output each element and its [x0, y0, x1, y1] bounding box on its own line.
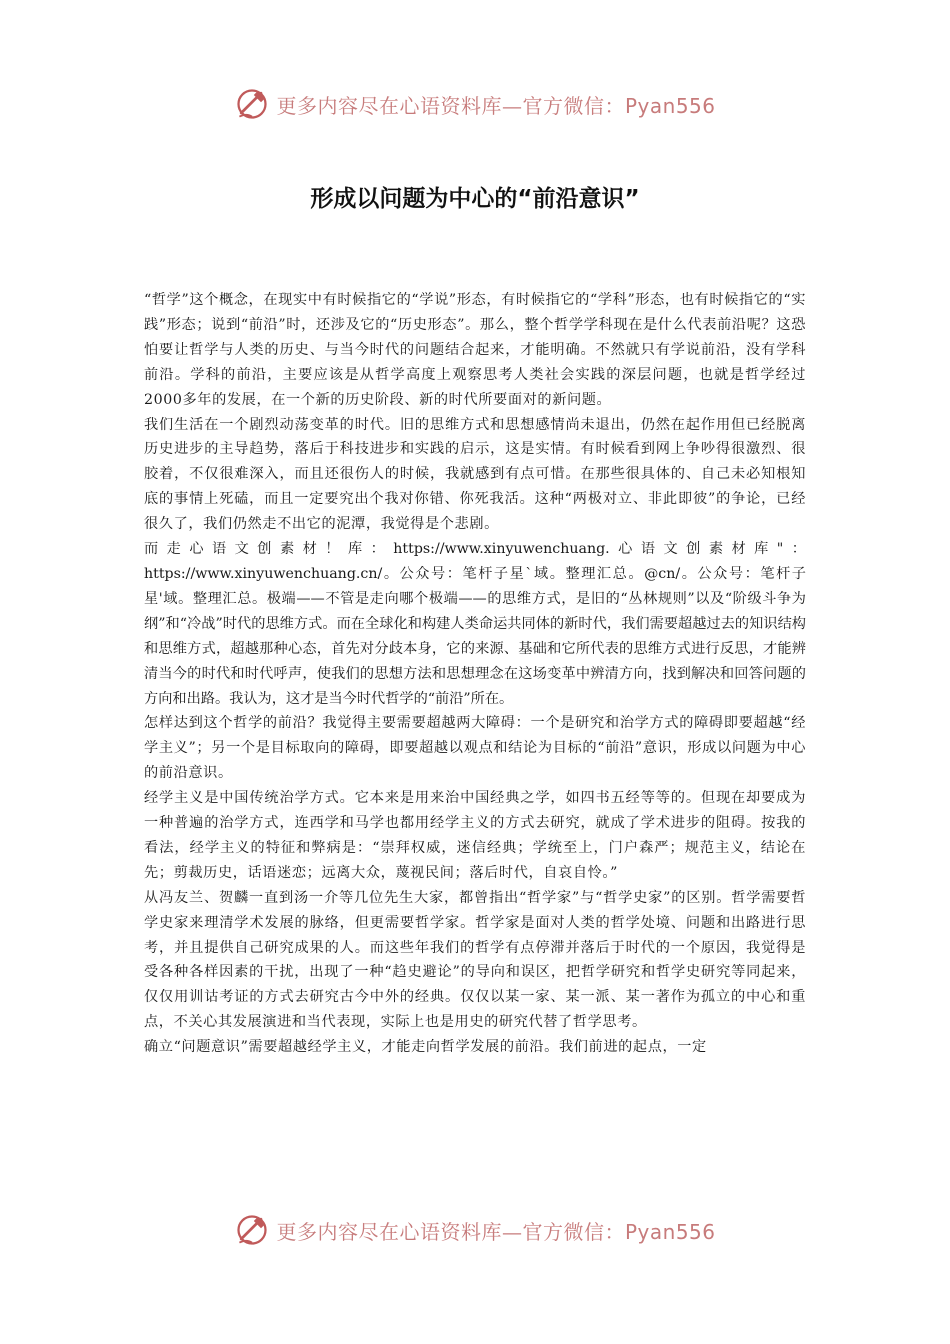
- watermark-text: [276, 1216, 715, 1245]
- footer-watermark-banner: [0, 1208, 950, 1252]
- pen-logo-icon: [234, 1212, 270, 1248]
- wechat-id: Pyan556: [624, 93, 716, 118]
- article-title: 形成以问题为中心的“前沿意识”: [310, 186, 640, 212]
- paragraph-4: 怎样达到这个哲学的前沿？我觉得主要需要超越两大障碍：一个是研究和治学方式的障碍即要超越“经学主义”；另一个是目标取向的障碍，即要超越以观点和结论为目标的“前沿”意识，形成以问题为中心的前沿意识。: [144, 715, 806, 782]
- paragraph-1: “哲学”这个概念，在现实中有时候指它的“学说”形态，有时候指它的“学科”形态，也有时候指它的“实践”形态；说到“前沿”时，还涉及它的“历史形态”。那么，整个哲学学科现在是什么代表前沿呢？这恐怕要让哲学与人类的历史、与当今时代的问题结合起来，才能明确。不然就只有学说前沿，没有学科前沿。学科的前沿，主要应该是从哲学高度上观察思考人类社会实践的深层问题，也就是哲学经过2000多年的发展，在一个新的历史阶段、新的时代所要面对的新问题。: [144, 292, 806, 408]
- paragraph-2: 我们生活在一个剧烈动荡变革的时代。旧的思维方式和思想感情尚未退出，仍然在起作用但已经脱离历史进步的主导趋势，落后于科技进步和实践的启示，这是实情。有时候看到网上争吵得很激烈、很胶着，不仅很难深入，而且还很伤人的时候，我就感到有点可惜。在那些很具体的、自己未必知根知底的事情上死磕，而且一定要究出个我对你错、你死我活。这种“两极对立、非此即彼”的争论，已经很久了，我们仍然走不出它的泥潭，我觉得是个悲剧。: [144, 416, 806, 533]
- paragraph-3: 而走心语文创素材！库：https://www.xinyuwenchuang.心语文创素材库"：https://www.xinyuwenchuang.cn/。公众号：笔杆子星`域。整理汇总。@cn/。公众号：笔杆子星'域。整理汇总。极端——不管是走向哪个极端——的思维方式，是旧的“丛林规则”以及“阶级斗争为纲”和“冷战”时代的思维方式。而在全球化和构建人类命运共同体的新时代，我们需要超越过去的知识结构和思维方式，超越那种心态，首先对分歧本身，它的来源、基础和它所代表的思维方式进行反思，才能辨清当今的时代和时代呼声，使我们的思想方法和思想理念在这场变革中辨清方向，找到解决和回答问题的方向和出路。我认为，这才是当今时代哲学的“前沿”所在。: [144, 541, 806, 707]
- watermark-label: 更多内容尽在心语资料库—官方微信：: [276, 93, 625, 118]
- wechat-id: Pyan556: [624, 1219, 716, 1244]
- paragraph-5: 经学主义是中国传统治学方式。它本来是用来治中国经典之学，如四书五经等等的。但现在却要成为一种普遍的治学方式，连西学和马学也都用经学主义的方式去研究，就成了学术进步的阻碍。按我的看法，经学主义的特征和弊病是：“崇拜权威，迷信经典；学统至上，门户森严；规范主义，结论在先；剪裁历史，话语迷恋；远离大众，蔑视民间；落后时代，自哀自怜。”: [144, 790, 806, 881]
- article-body: [144, 288, 806, 1060]
- header-watermark-banner: [0, 82, 950, 126]
- pen-logo-icon: [234, 86, 270, 122]
- paragraph-6: 从冯友兰、贺麟一直到汤一介等几位先生大家，都曾指出“哲学家”与“哲学史家”的区别。哲学需要哲学史家来理清学术发展的脉络，但更需要哲学家。哲学家是面对人类的哲学处境、问题和出路进行思考，并且提供自己研究成果的人。而这些年我们的哲学有点停滞并落后于时代的一个原因，我觉得是受各种各样因素的干扰，出现了一种“趋史避论”的导向和误区，把哲学研究和哲学史研究等同起来，仅仅用训诂考证的方式去研究古今中外的经典。仅仅以某一家、某一派、某一著作为孤立的中心和重点，不关心其发展演进和当代表现，实际上也是用史的研究代替了哲学思考。: [144, 889, 806, 1031]
- watermark-text: [276, 90, 715, 119]
- paragraph-7: 确立“问题意识”需要超越经学主义，才能走向哲学发展的前沿。我们前进的起点，一定: [144, 1039, 707, 1056]
- watermark-label: 更多内容尽在心语资料库—官方微信：: [276, 1219, 625, 1244]
